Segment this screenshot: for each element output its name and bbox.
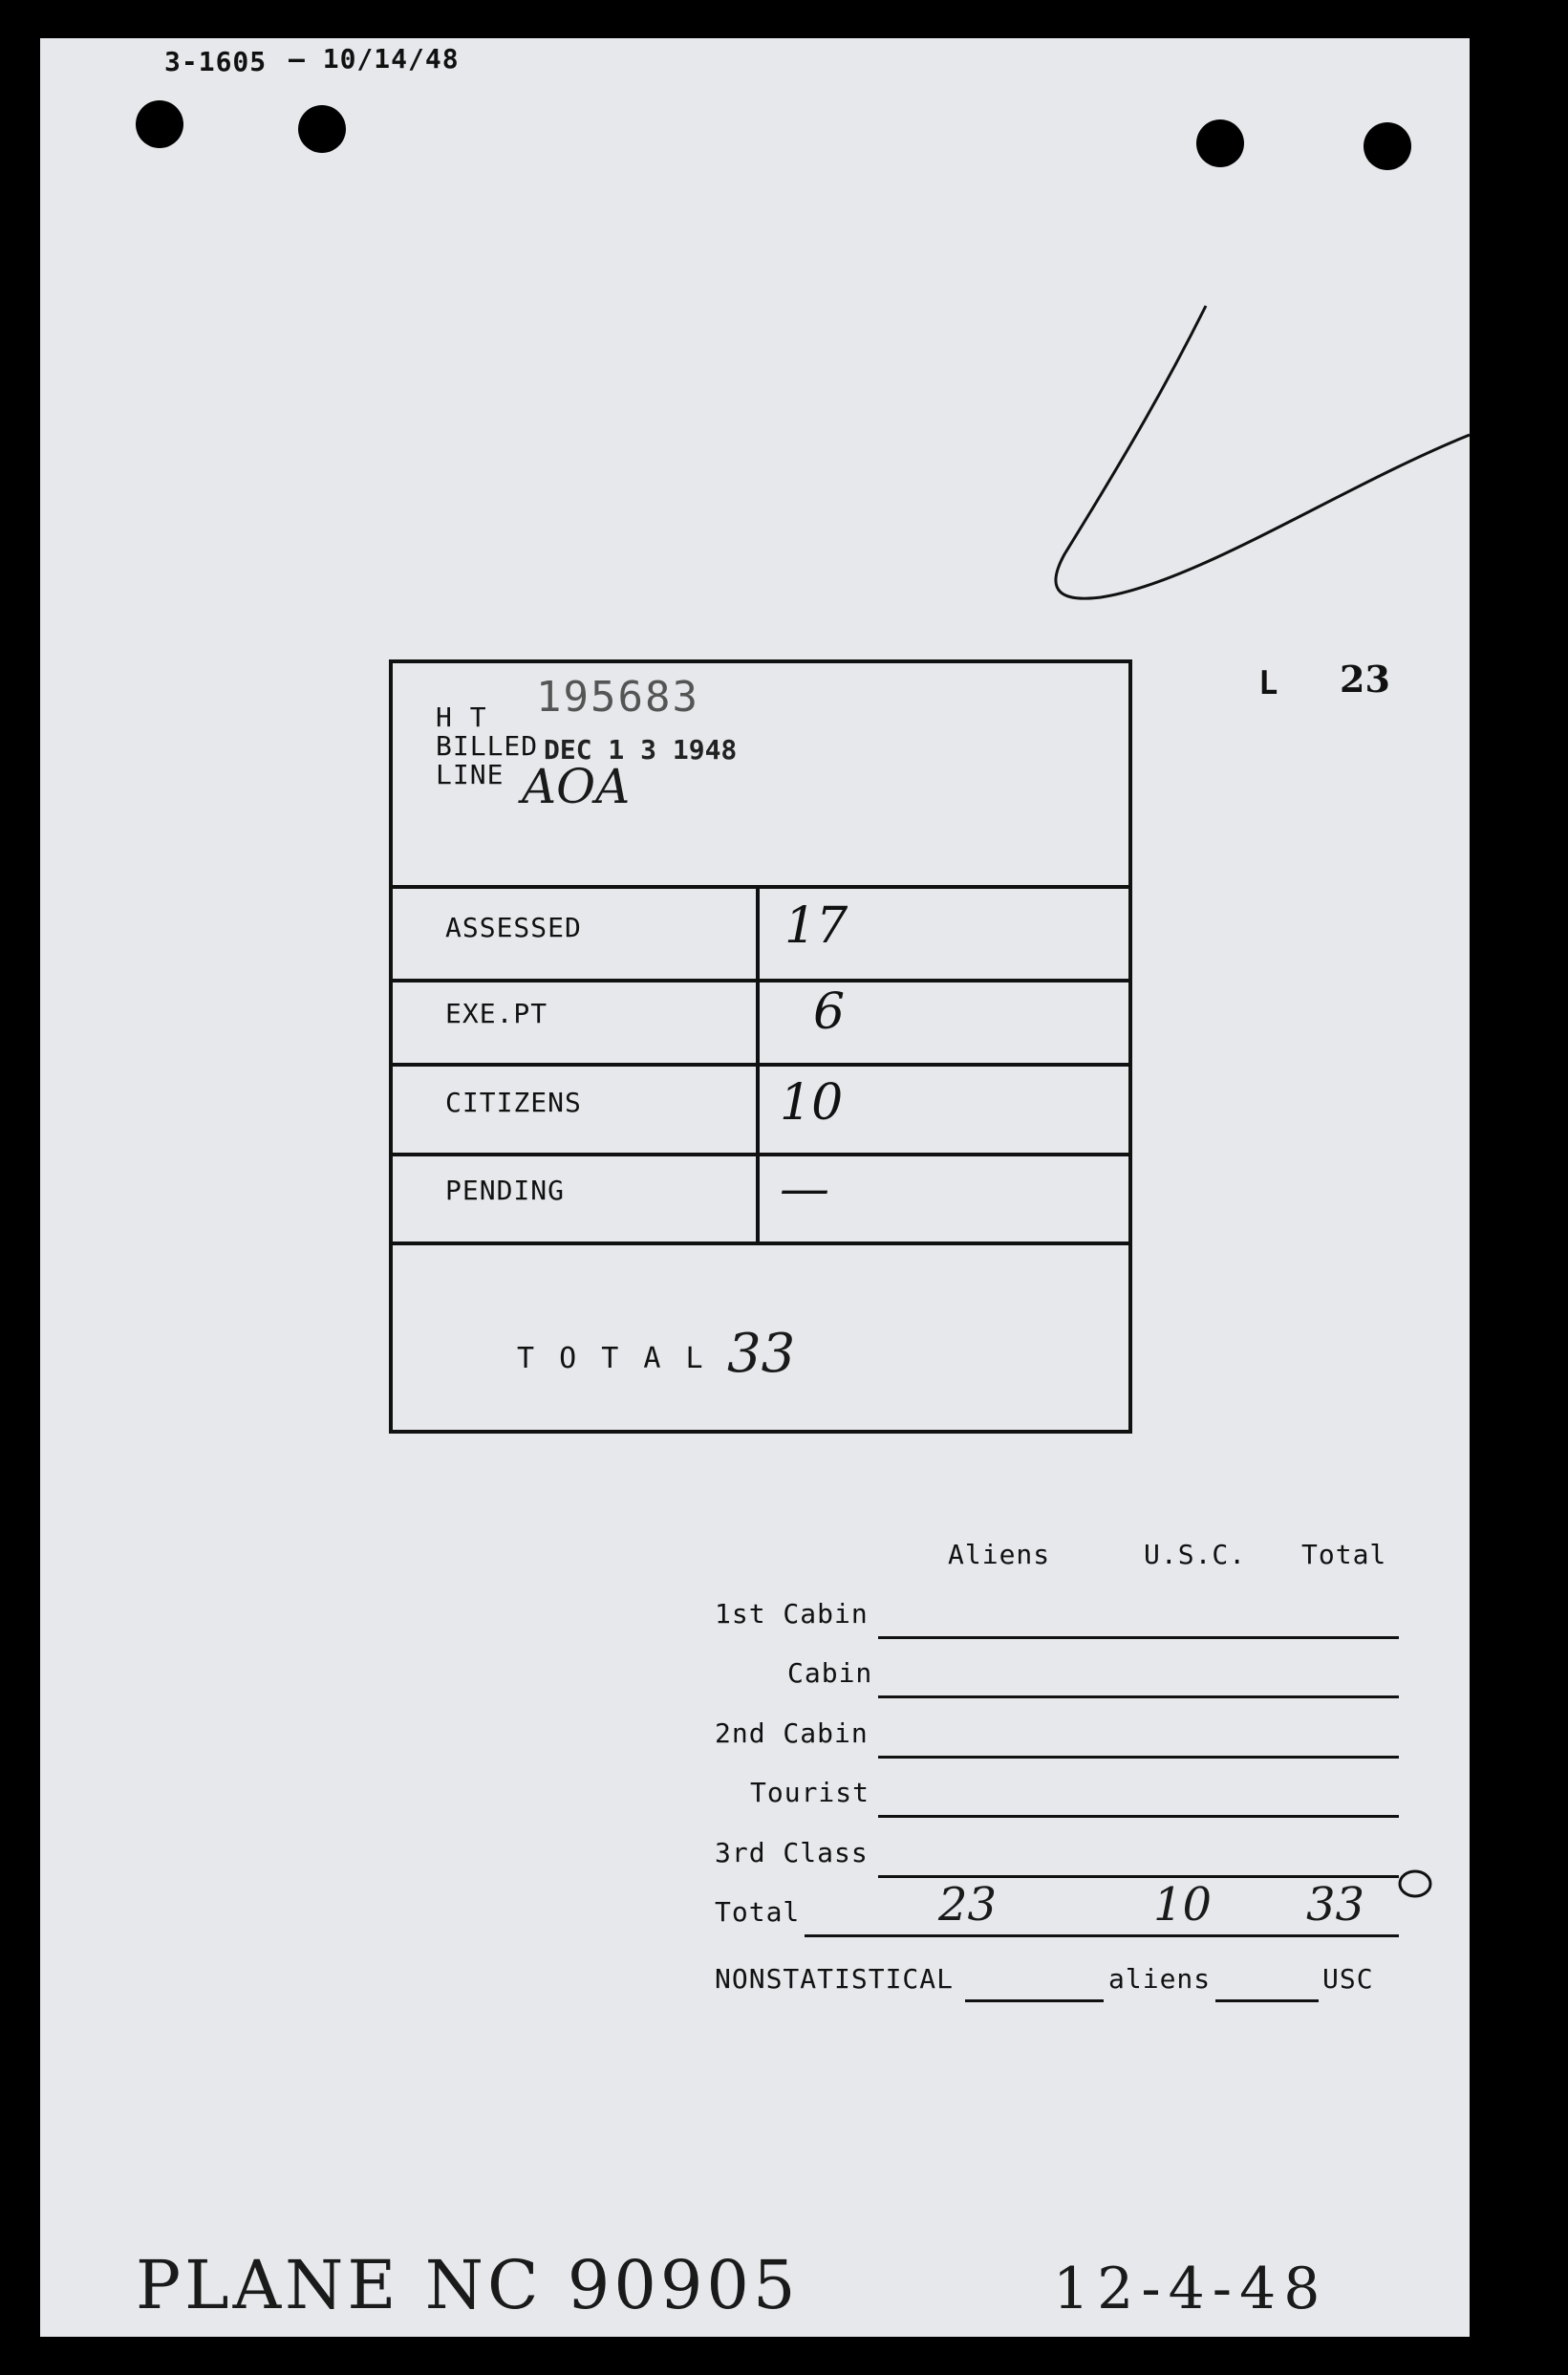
page-number: 23 bbox=[1340, 658, 1390, 701]
row-line-2nd-cabin bbox=[878, 1756, 1399, 1759]
row-label-cabin: Cabin bbox=[787, 1657, 873, 1689]
check-mark-icon bbox=[1024, 268, 1470, 621]
punch-hole-left-2 bbox=[298, 105, 346, 153]
punch-hole-right-2 bbox=[1364, 122, 1411, 170]
total-total-value: 33 bbox=[1306, 1878, 1365, 1932]
citizens-label: CITIZENS bbox=[445, 1087, 582, 1118]
row-label-total: Total bbox=[715, 1896, 801, 1928]
row-label-1st-cabin: 1st Cabin bbox=[715, 1598, 869, 1630]
column-aliens: Aliens bbox=[948, 1539, 1051, 1570]
row-line-cabin bbox=[878, 1695, 1399, 1698]
row-divider-4 bbox=[393, 1153, 1128, 1156]
row-divider-5 bbox=[393, 1241, 1128, 1245]
ht-label: H T bbox=[436, 702, 487, 733]
row-line-tourist bbox=[878, 1815, 1399, 1818]
row-label-tourist: Tourist bbox=[750, 1777, 870, 1808]
nonstatistical-aliens-label: aliens bbox=[1108, 1963, 1212, 1995]
punch-hole-left-1 bbox=[136, 100, 183, 148]
circle-mark-icon bbox=[1395, 1867, 1435, 1901]
column-total: Total bbox=[1301, 1539, 1387, 1570]
column-divider bbox=[756, 888, 760, 1245]
total-value: 33 bbox=[727, 1323, 796, 1385]
row-divider-3 bbox=[393, 1063, 1128, 1067]
nonstatistical-label: NONSTATISTICAL bbox=[715, 1963, 955, 1995]
billing-box bbox=[389, 659, 1132, 1434]
assessed-value: 17 bbox=[784, 897, 848, 955]
pending-value: — bbox=[780, 1160, 829, 1218]
column-usc: U.S.C. bbox=[1144, 1539, 1247, 1570]
row-line-total bbox=[805, 1934, 1399, 1937]
total-aliens-value: 23 bbox=[938, 1878, 998, 1932]
row-label-2nd-cabin: 2nd Cabin bbox=[715, 1717, 869, 1749]
nonstatistical-aliens-line bbox=[965, 1999, 1104, 2002]
punch-hole-right-1 bbox=[1196, 119, 1244, 167]
ht-number-stamp: 195683 bbox=[536, 673, 699, 722]
pending-label: PENDING bbox=[445, 1175, 566, 1206]
total-usc-value: 10 bbox=[1153, 1878, 1213, 1932]
row-divider-2 bbox=[393, 979, 1128, 982]
plane-note: PLANE NC 90905 bbox=[136, 2246, 800, 2324]
exempt-label: EXE.PT bbox=[445, 998, 548, 1029]
date-note: 12-4-48 bbox=[1053, 2256, 1328, 2322]
billed-label: BILLED bbox=[436, 730, 539, 762]
total-label: T O T A L bbox=[517, 1342, 707, 1375]
assessed-label: ASSESSED bbox=[445, 912, 582, 943]
line-label: LINE bbox=[436, 759, 505, 790]
nonstatistical-usc-line bbox=[1215, 1999, 1319, 2002]
citizens-value: 10 bbox=[780, 1074, 844, 1132]
exempt-value: 6 bbox=[813, 983, 846, 1041]
line-value: AOA bbox=[522, 759, 631, 814]
row-line-1st-cabin bbox=[878, 1636, 1399, 1639]
form-date: — 10/14/48 bbox=[289, 43, 460, 75]
row-label-3rd-class: 3rd Class bbox=[715, 1837, 869, 1868]
corner-mark: L bbox=[1258, 664, 1279, 702]
billed-date-stamp: DEC 1 3 1948 bbox=[544, 734, 738, 766]
nonstatistical-usc-label: USC bbox=[1322, 1963, 1374, 1995]
form-number: 3-1605 bbox=[164, 46, 268, 77]
row-divider-1 bbox=[393, 885, 1128, 889]
document-page bbox=[40, 38, 1470, 2337]
